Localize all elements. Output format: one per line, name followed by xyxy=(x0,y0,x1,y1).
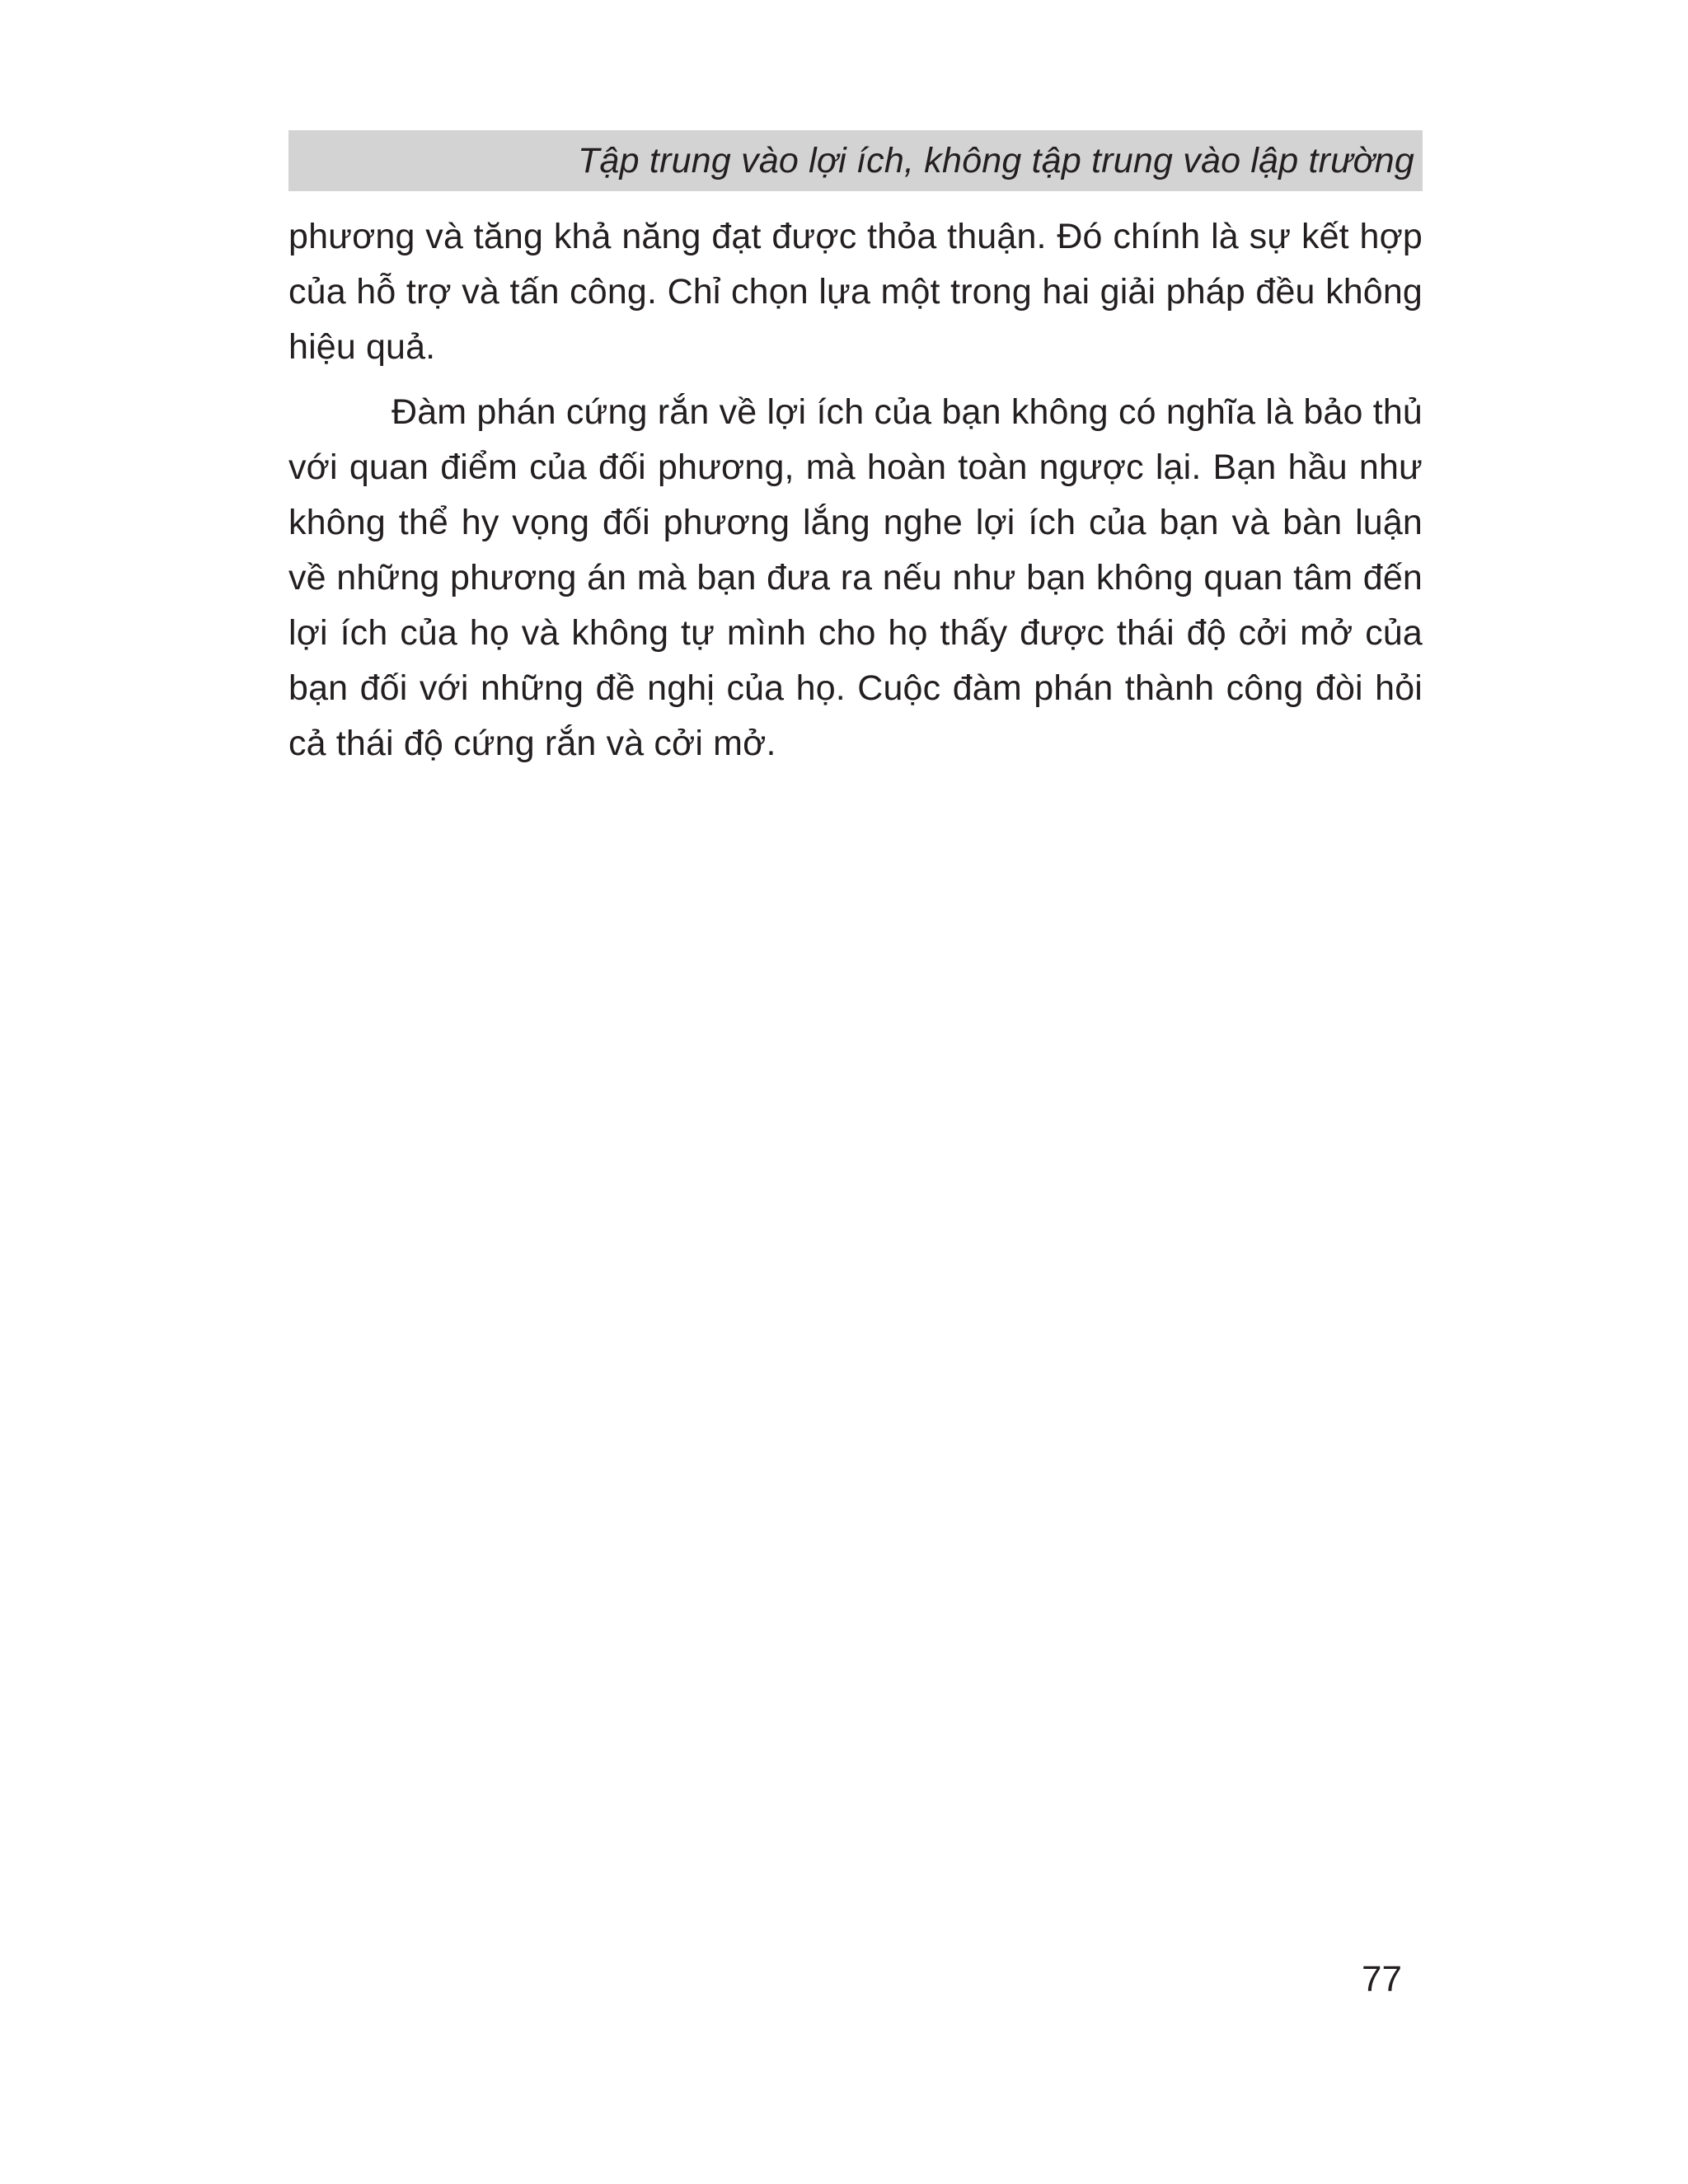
body-text xyxy=(288,209,1423,771)
paragraph-continuation: phương và tăng khả năng đạt được thỏa thuận. Đó chính là sự kết hợp của hỗ trợ và tấn công. Chỉ chọn lựa một trong hai giải pháp đều không hiệu quả. xyxy=(288,217,1423,367)
paragraph-main: Đàm phán cứng rắn về lợi ích của bạn không có nghĩa là bảo thủ với quan điểm của đối phương, mà hoàn toàn ngược lại. Bạn hầu như không thể hy vọng đối phương lắng nghe lợi ích của bạn và bàn luận về những phương án mà bạn đưa ra nếu như bạn không quan tâm đến lợi ích của họ và không tự mình cho họ thấy được thái độ cởi mở của bạn đối với những đề nghị của họ. Cuộc đàm phán thành công đòi hỏi cả thái độ cứng rắn và cởi mở. xyxy=(288,392,1423,763)
running-header-title: Tập trung vào lợi ích, không tập trung vào lập trường xyxy=(578,140,1414,180)
page-number: 77 xyxy=(1362,1959,1402,1999)
running-header-bar xyxy=(288,130,1423,191)
